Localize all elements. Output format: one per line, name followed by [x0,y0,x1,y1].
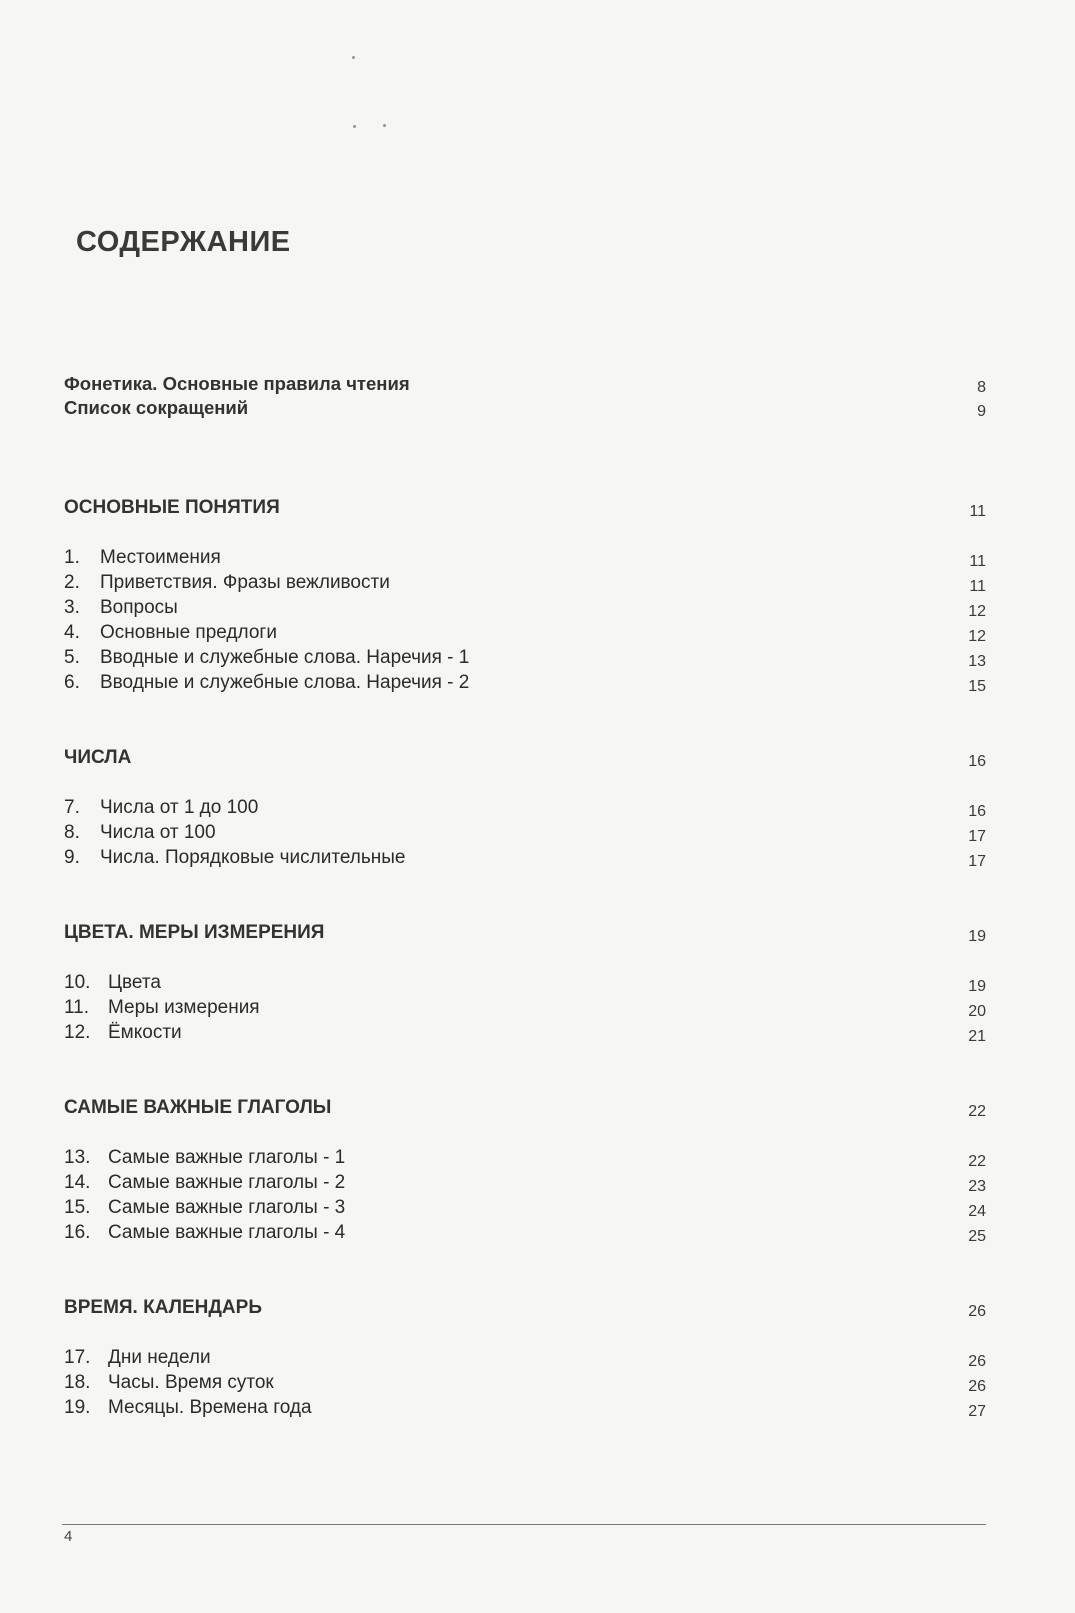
scan-speck [352,56,355,59]
toc-item [64,597,986,622]
item-label: Часы. Время суток [108,1372,274,1393]
item-number: 18. [64,1372,91,1393]
toc-entry-label: Список сокращений [64,397,249,418]
toc-item [64,672,986,697]
toc-page-number: 27 [968,1403,986,1420]
toc-section-heading [64,497,986,522]
item-label: Дни недели [108,1347,211,1368]
toc-intro-row [64,373,986,398]
toc-page-number: 26 [968,1303,986,1320]
toc-item [64,1372,986,1397]
section-title: ВРЕМЯ. КАЛЕНДАРЬ [64,1297,262,1318]
item-number: 14. [64,1172,91,1193]
toc-page-number: 25 [968,1228,986,1245]
item-number: 12. [64,1022,91,1043]
section-title: ЦВЕТА. МЕРЫ ИЗМЕРЕНИЯ [64,922,325,943]
toc-item [64,1197,986,1222]
toc-item [64,1397,986,1422]
toc-item [64,847,986,872]
scan-speck [353,125,356,128]
toc-item [64,1172,986,1197]
toc-page-number: 26 [968,1353,986,1370]
section-title: ЧИСЛА [64,747,132,768]
item-label: Вопросы [100,597,178,618]
item-number: 7. [64,797,80,818]
item-number: 9. [64,847,80,868]
toc-page-number: 11 [969,503,986,520]
item-number: 17. [64,1347,91,1368]
toc-page-number: 17 [968,828,986,845]
item-number: 10. [64,972,91,993]
toc-page-number: 22 [968,1103,986,1120]
toc-page-number: 23 [968,1178,986,1195]
toc-page-number: 11 [969,578,986,595]
toc-item [64,647,986,672]
toc-page-number: 11 [969,553,986,570]
toc-intro-row [64,397,986,422]
toc-item [64,547,986,572]
toc-item [64,1222,986,1247]
toc-page-number: 21 [968,1028,986,1045]
item-number: 4. [64,622,80,643]
item-number: 11. [64,997,90,1018]
toc-item [64,1022,986,1047]
item-number: 15. [64,1197,91,1218]
item-label: Самые важные глаголы - 4 [108,1222,346,1243]
toc-section-heading [64,1297,986,1322]
toc-item [64,572,986,597]
item-label: Самые важные глаголы - 3 [108,1197,346,1218]
item-label: Местоимения [100,547,221,568]
item-number: 8. [64,822,80,843]
item-label: Самые важные глаголы - 1 [108,1147,346,1168]
toc-page-number: 19 [968,978,986,995]
toc-page-number: 13 [968,653,986,670]
toc-page-number: 26 [968,1378,986,1395]
item-number: 16. [64,1222,91,1243]
item-label: Основные предлоги [100,622,277,643]
section-title: ОСНОВНЫЕ ПОНЯТИЯ [64,497,280,518]
toc-item [64,797,986,822]
item-label: Ёмкости [108,1022,182,1043]
toc-page-number: 12 [968,603,986,620]
item-label: Вводные и служебные слова. Наречия - 2 [100,672,470,693]
toc-page-number: 16 [968,803,986,820]
item-label: Меры измерения [108,997,260,1018]
footer-page-number: 4 [64,1528,73,1545]
toc-page-number: 17 [968,853,986,870]
toc-item [64,972,986,997]
footer-divider [62,1524,986,1525]
item-number: 2. [64,572,80,593]
toc-section-heading [64,922,986,947]
toc-entry-label: Фонетика. Основные правила чтения [64,373,410,394]
toc-section-heading [64,1097,986,1122]
section-title: САМЫЕ ВАЖНЫЕ ГЛАГОЛЫ [64,1097,332,1118]
item-number: 3. [64,597,80,618]
item-number: 19. [64,1397,91,1418]
toc-page-number: 12 [968,628,986,645]
item-label: Вводные и служебные слова. Наречия - 1 [100,647,470,668]
toc-page-number: 16 [968,753,986,770]
toc-item [64,622,986,647]
toc-item [64,997,986,1022]
item-label: Числа от 1 до 100 [100,797,259,818]
toc-page-number: 22 [968,1153,986,1170]
item-number: 1. [64,547,80,568]
item-number: 6. [64,672,80,693]
item-label: Самые важные глаголы - 2 [108,1172,346,1193]
toc-item [64,1147,986,1172]
toc-page-number: 19 [968,928,986,945]
scan-speck [383,124,386,127]
toc-page-number: 9 [977,403,986,420]
toc-item [64,1347,986,1372]
item-label: Числа. Порядковые числительные [100,847,406,868]
toc-item [64,822,986,847]
item-label: Месяцы. Времена года [108,1397,312,1418]
item-label: Цвета [108,972,161,993]
toc-page-number: 20 [968,1003,986,1020]
toc-page-number: 8 [977,379,986,396]
item-number: 13. [64,1147,91,1168]
toc-section-heading [64,747,986,772]
page-title: СОДЕРЖАНИЕ [76,226,291,258]
item-label: Числа от 100 [100,822,216,843]
item-label: Приветствия. Фразы вежливости [100,572,390,593]
toc-page-number: 15 [968,678,986,695]
item-number: 5. [64,647,80,668]
toc-page-number: 24 [968,1203,986,1220]
